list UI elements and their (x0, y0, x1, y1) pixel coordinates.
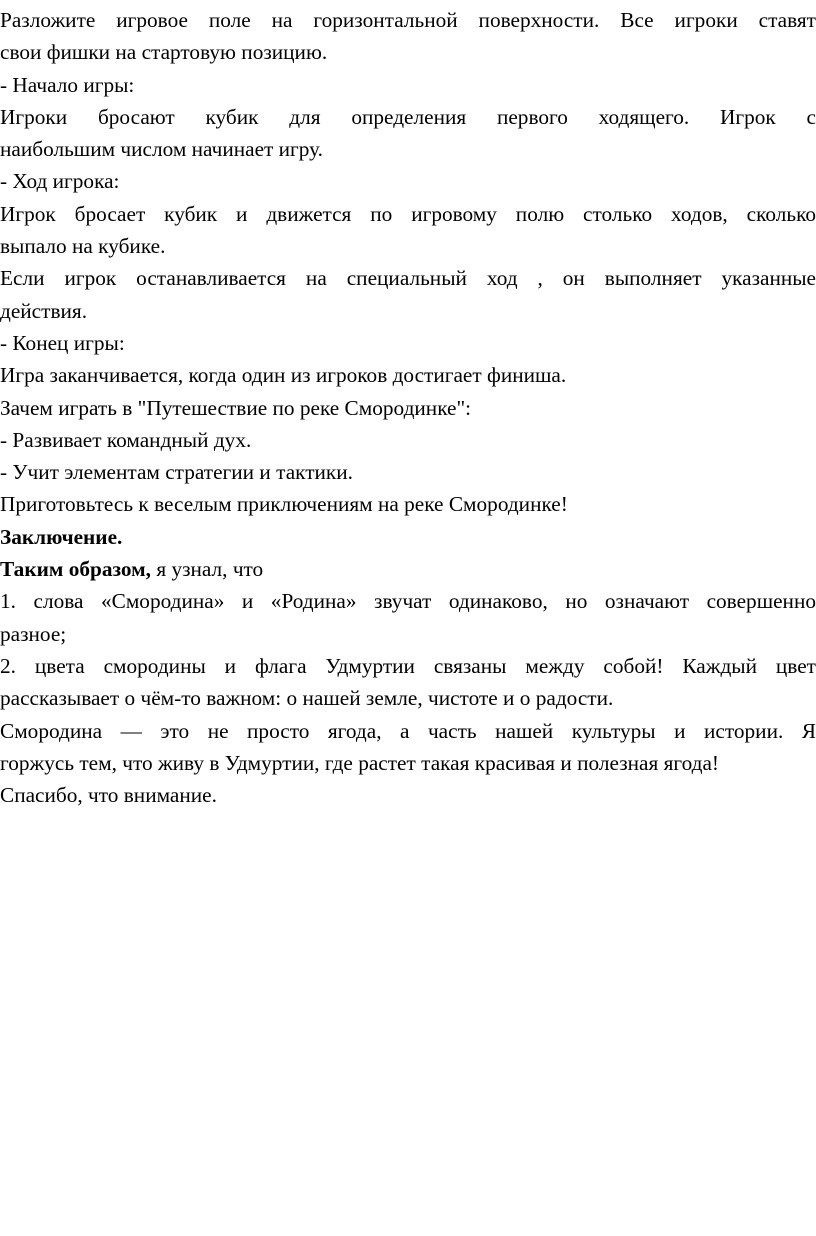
text-line: горжусь тем, что живу в Удмуртии, где растет такая красивая и полезная ягода! (0, 750, 720, 775)
section-heading-game-end: - Конец игры: (0, 330, 125, 355)
text-line: Если игрок останавливается на специальный ход , он выполняет указанные (0, 266, 816, 291)
text-line: Разложите игровое поле на горизонтальной поверхности. Все игроки ставят (0, 8, 816, 32)
text-line: Игра заканчивается, когда один из игроков достигает финиша. (0, 363, 567, 388)
text-line: рассказывает о чём-то важном: о нашей земле, чистоте и о радости. (0, 686, 614, 711)
text-line: выпало на кубике. (0, 234, 166, 259)
text-line: Игрок бросает кубик и движется по игровому полю столько ходов, сколько (0, 201, 816, 226)
text-line: разное; (0, 621, 67, 646)
text-line: действия. (0, 298, 88, 323)
list-item: 2. цвета смородины и флага Удмуртии связаны между собой! Каждый цвет (0, 653, 816, 678)
document-text (0, 4, 816, 811)
text-line: наибольшим числом начинает игру. (0, 137, 323, 162)
section-heading-game-start: - Начало игры: (0, 72, 135, 97)
list-item: - Учит элементам стратегии и тактики. (0, 460, 353, 485)
text-line: Смородина — это не просто ягода, а часть нашей культуры и истории. Я (0, 718, 816, 743)
conclusion-intro (0, 553, 816, 585)
text-line: Зачем играть в "Путешествие по реке Смородинке": (0, 395, 472, 420)
closing-line: Спасибо, что внимание. (0, 783, 217, 808)
list-item: 1. слова «Смородина» и «Родина» звучат одинаково, но означают совершенно (0, 589, 816, 614)
section-heading-player-turn: - Ход игрока: (0, 169, 120, 194)
conclusion-intro-rest: я узнал, что (151, 557, 264, 582)
conclusion-intro-bold: Таким образом, (0, 557, 151, 582)
text-line: свои фишки на стартовую позицию. (0, 40, 328, 65)
conclusion-heading: Заключение. (0, 524, 123, 549)
list-item: - Развивает командный дух. (0, 427, 252, 452)
text-line: Игроки бросают кубик для определения первого ходящего. Игрок с (0, 104, 816, 129)
text-line: Приготовьтесь к веселым приключениям на реке Смородинке! (0, 492, 568, 517)
